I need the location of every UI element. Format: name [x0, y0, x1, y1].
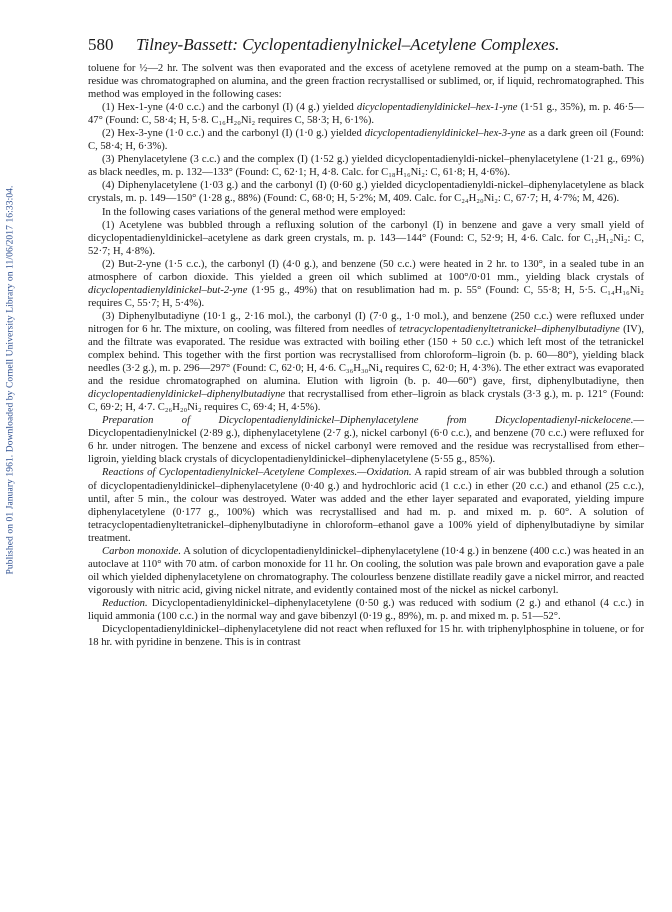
paragraph-text: that recrystallised from ether–ligroin as black crystals (3·3 g.), m. p. 121° (Found: C, 69·2; H, 4·7. C₂₆H₂₀Ni₂ requires C, 69·4; H, 4·5%). [88, 389, 644, 414]
section-heading: Reactions of Cyclopentadienylnickel–Acetylene Complexes.—Oxidation. [102, 467, 412, 479]
paragraph-text: A rapid stream of air was bubbled through a solution of dicyclopentadienyldinickel–diphenylacetylene (0·40 g.) and hydrochloric acid (1 c.c.) in ether (20 c.c.) and ethanol (25 c.c.), until, after 5 min., the colour was destroyed. Water was added and the ether layer separated and evaporated, yielding impure diphenylacetylene (0·177 g., 100%) which was recrystallised and had m. p. and mixed m. p. 60°. A solution of tetracyclopentadienyltetranickel–diphenylbutadiyne in chloroform–ethanol gave a 100% yield of diphenylbutadiyne by similar treatment. [88, 467, 644, 544]
paragraph-text: (1) Hex-1-yne (4·0 c.c.) and the carbonyl (I) (4 g.) yielded [102, 102, 357, 114]
paragraph [88, 597, 644, 623]
paragraph-text: Dicyclopentadienyldinickel–diphenylacetylene did not react when refluxed for 15 hr. with triphenylphosphine in toluene, or for 18 hr. with pyridine in benzene. This is in contrast [88, 624, 644, 649]
paragraph [88, 62, 644, 101]
paragraph-text: (3) Diphenylbutadiyne (10·1 g., 2·16 mol.), the carbonyl (I) (7·0 g., 1·0 mol.), and benzene (250 c.c.) were refluxed under nitrogen for 6 hr. The mixture, on cooling, was filtered from needles of [88, 310, 644, 335]
paragraph-text: (4) Diphenylacetylene (1·03 g.) and the carbonyl (I) (0·60 g.) yielded dicyclopentadienyldi-nickel–diphenylacetylene as black crystals, m. p. 149—150° (1·28 g., 88%) (Found: C, 68·0; H, 5·2%; M, 409. Calc. for C₂₄H₂₀Ni₂: C, 67·7; H, 4·7%; M, 426). [88, 180, 644, 205]
running-title: Tilney-Bassett: Cyclopentadienylnickel–Acetylene Complexes. [136, 35, 560, 54]
paragraph [88, 127, 644, 153]
paragraph-text: A solution of dicyclopentadienyldinickel–diphenylacetylene (10·4 g.) in benzene (400 c.c.) was heated in an autoclave at 110° with 70 atm. of carbon monoxide for 11 hr. On cooling, the solution was pale brown and evaporation gave a pale oil which yielded diphenylacetylene on chromatography. The colourless benzene distillate readily gave a nickel mirror, and reacted vigorously with nitric acid, giving nickel nitrate, and evidently contained most of the nickel as nickel carbonyl. [88, 545, 645, 596]
article-body [88, 62, 644, 649]
paragraph [88, 206, 644, 219]
compound-name: tetracyclopentadienyltetranickel–diphenylbutadiyne [399, 323, 620, 335]
paragraph-text: as a dark green oil (Found: C, 58·4; H, 6·3%). [88, 128, 644, 153]
paragraph [88, 466, 644, 544]
paragraph-text: (1·95 g., 49%) that on resublimation had m. p. 55° (Found: C, 55·8; H, 5·5. C₁₄H₁₆Ni₂ requires C, 55·7; H, 5·4%). [88, 284, 644, 309]
compound-name: dicyclopentadienyldinickel–hex-3-yne [364, 128, 526, 140]
section-heading: Preparation of Dicyclopentadienyldinickel–Diphenylacetylene from Dicyclopentadienyl-nickelocene. [102, 415, 634, 427]
compound-name: dicyclopentadienyldinickel–hex-1-yne [356, 102, 518, 114]
download-note: Published on 01 January 1961. Downloaded by Cornell University Library on 11/06/2017 16:33:04. [5, 185, 16, 575]
paragraph-text: —Dicyclopentadienylnickel (2·89 g.), diphenylacetylene (2·7 g.), nickel carbonyl (6·0 c.c.), and benzene (70 c.c.) were refluxed for 6 hr. under nitrogen. The benzene and excess of nickel carbonyl were removed and the residue was recrystallised from ether–ligroin, yielding black crystals of dicyclopentadienyldinickel–diphenylacetylene (5·55 g., 85%). [88, 415, 644, 466]
compound-name: dicyclopentadienyldinickel–diphenylbutadiyne [88, 389, 286, 401]
paragraph [88, 623, 644, 649]
paragraph [88, 545, 644, 597]
paragraph-text: (1·51 g., 35%), m. p. 46·5—47° (Found: C, 58·4; H, 5·8. C₁₆H₂₀Ni₂ requires C, 58·3; H, 6·1%). [88, 102, 645, 127]
paragraph-text: toluene for ½—2 hr. The solvent was then evaporated and the excess of acetylene removed at the pump on a steam-bath. The residue was chromatographed on alumina, and the green fraction recrystallised or sublimed, or, if liquid, rechromatographed. This method was employed in the following cases: [88, 63, 644, 101]
paragraph [88, 179, 644, 205]
paragraph-text: Dicyclopentadienyldinickel–diphenylacetylene (0·50 g.) was reduced with sodium (2 g.) and ethanol (4 c.c.) in liquid ammonia (100 c.c.) in the normal way and gave bibenzyl (0·19 g., 89%), m. p. and mixed m. p. 51—52°. [88, 597, 644, 622]
paragraph-text: In the following cases variations of the general method were employed: [102, 206, 406, 218]
page-number: 580 [88, 35, 114, 54]
compound-name: dicyclopentadienyldinickel–but-2-yne [88, 284, 248, 296]
paragraph-text: (2) Hex-3-yne (1·0 c.c.) and the carbonyl (I) (1·0 g.) yielded [102, 128, 365, 140]
paragraph-text: (1) Acetylene was bubbled through a refluxing solution of the carbonyl (I) in benzene and gave a very small yield of dicyclopentadienyldinickel–acetylene as dark green crystals, m. p. 143—144° (Found: C, 52·9; H, 4·6. Calc. for C₁₂H₁₂Ni₂: C, 52·7; H, 4·8%). [88, 219, 644, 257]
paragraph-text: (3) Phenylacetylene (3 c.c.) and the complex (I) (1·52 g.) yielded dicyclopentadienyldi-nickel–phenylacetylene (1·21 g., 69%) as black needles, m. p. 132—133° (Found: C, 62·1; H, 4·8. Calc. for C₁₈H₁₆Ni₂: C, 61·8; H, 4·6%). [88, 154, 644, 179]
paragraph [88, 219, 644, 258]
section-heading: Carbon monoxide. [102, 545, 182, 557]
paragraph-text: (IV), and the filtrate was evaporated. The residue was extracted with boiling ether (150 + 50 c.c.) which left most of the tetranickel complex behind. This together with the first portion was recrystallised from chloroform–ligroin (b. p. 60—80°), yielding black needles (3·2 g.), m. p. 296—297° (Found: C, 62·0; H, 4·6. C₃₆H₃₀Ni₄ requires C, 62·0; H, 4·3%). The ether extract was evaporated and the residue chromatographed on alumina. Elution with ligroin (b. p. 40—60°) gave, first, diphenylbutadiyne, then [88, 323, 644, 388]
paragraph [88, 153, 644, 179]
paragraph [88, 414, 644, 466]
download-watermark [0, 150, 20, 610]
section-heading: Reduction. [102, 597, 148, 609]
paragraph-text: (2) But-2-yne (1·5 c.c.), the carbonyl (I) (4·0 g.), and benzene (50 c.c.) were heated in 2 hr. to 130°, in a sealed tube in an atmosphere of carbon dioxide. This yielded a green oil which sublimed at 100°/0·01 mm., yielding black crystals of [88, 258, 644, 283]
page-header [88, 35, 644, 57]
paragraph [88, 258, 644, 310]
paragraph [88, 101, 644, 127]
paragraph [88, 310, 644, 414]
